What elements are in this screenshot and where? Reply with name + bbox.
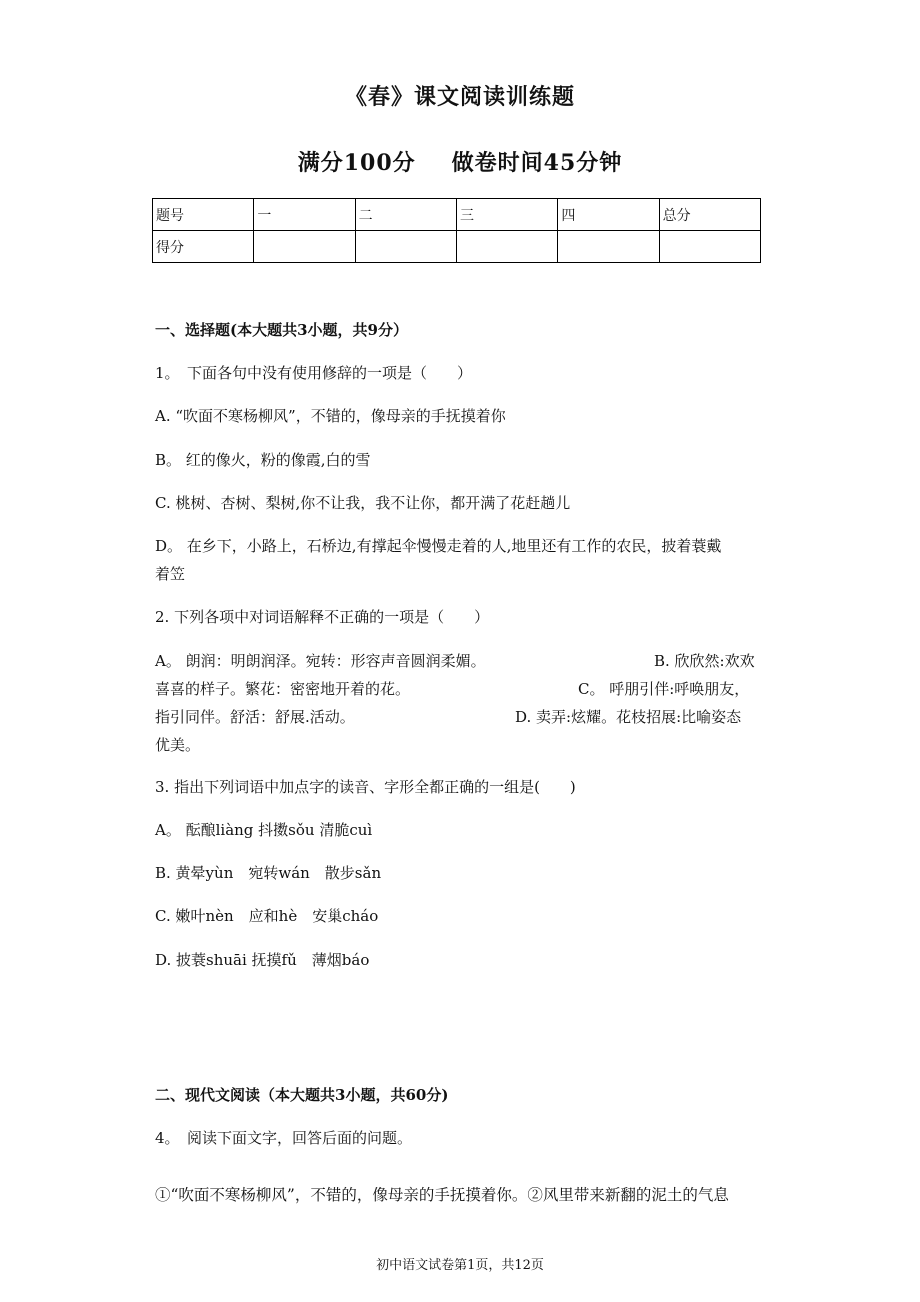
q2-line2: 喜喜的样子。繁花：密密地开着的花。 — [155, 680, 411, 698]
q2-option-c: C。 呼朋引伴:呼唤朋友， — [578, 680, 750, 698]
q2-line3: 指引同伴。舒活：舒展.活动。 — [155, 708, 355, 726]
section2-heading: 二、现代文阅读（本大题共3小题，共60分) — [155, 1086, 449, 1104]
q1-option-b: B。 红的像火，粉的像霞,白的雪 — [155, 451, 371, 469]
q3-option-d: D. 披蓑shuāi 抚摸fǔ 薄烟báo — [155, 951, 370, 969]
score-table-empty-cell — [659, 231, 760, 263]
q3-stem: 3. 指出下列词语中加点字的读音、字形全都正确的一组是( ) — [155, 778, 576, 796]
q2-line4: 优美。 — [155, 736, 201, 754]
score-table-cell: 得分 — [153, 231, 254, 263]
score-table-cell: 四 — [558, 199, 659, 231]
score-table-cell: 二 — [355, 199, 456, 231]
page-footer: 初中语文试卷第1页，共12页 — [376, 1258, 544, 1273]
q1-option-d: D。 在乡下，小路上，石桥边,有撑起伞慢慢走着的人,地里还有工作的农民，披着蓑戴 — [155, 537, 722, 555]
full-score-text: 满分100分 — [297, 150, 416, 176]
q1-option-c: C. 桃树、杏树、梨树,你不让我，我不让你，都开满了花赶趟儿 — [155, 494, 571, 512]
q3-option-b: B. 黄晕yùn 宛转wán 散步sǎn — [155, 864, 382, 882]
score-table-cell: 一 — [254, 199, 355, 231]
q2-option-d: D. 卖弄:炫耀。花枝招展:比喻姿态 — [515, 708, 742, 726]
q1-stem: 1。 下面各句中没有使用修辞的一项是（ ） — [155, 364, 473, 382]
q3-option-a: A。 酝酿liàng 抖擞sǒu 清脆cuì — [155, 821, 373, 839]
q1-option-a: A. “吹面不寒杨柳风”，不错的，像母亲的手抚摸着你 — [155, 407, 506, 425]
document-title: 《春》课文阅读训练题 — [344, 84, 575, 110]
score-table-empty-cell — [254, 231, 355, 263]
score-table — [152, 198, 761, 263]
score-table-header-row — [153, 199, 761, 231]
score-table-empty-cell — [456, 231, 557, 263]
q2-stem: 2. 下列各项中对词语解释不正确的一项是（ ） — [155, 608, 490, 626]
q2-option-b: B. 欣欣然:欢欢 — [654, 652, 755, 670]
q2-option-a: A。 朗润：明朗润泽。宛转：形容声音圆润柔媚。 — [155, 652, 486, 670]
document-subtitle — [0, 146, 920, 177]
score-table-cell: 题号 — [153, 199, 254, 231]
score-table-cell: 总分 — [659, 199, 760, 231]
q4-stem: 4。 阅读下面文字，回答后面的问题。 — [155, 1129, 413, 1147]
passage-line: ①“吹面不寒杨柳风”，不错的，像母亲的手抚摸着你。②风里带来新翻的泥土的气息 — [155, 1186, 729, 1204]
score-table-empty-cell — [355, 231, 456, 263]
section1-heading: 一、选择题(本大题共3小题，共9分） — [155, 321, 408, 339]
score-table-cell: 三 — [456, 199, 557, 231]
time-limit-text: 做卷时间45分钟 — [451, 150, 623, 176]
q3-option-c: C. 嫩叶nèn 应和hè 安巢cháo — [155, 907, 379, 925]
q1-option-d-cont: 着笠 — [155, 565, 186, 583]
score-table-empty-cell — [558, 231, 659, 263]
score-table-score-row — [153, 231, 761, 263]
